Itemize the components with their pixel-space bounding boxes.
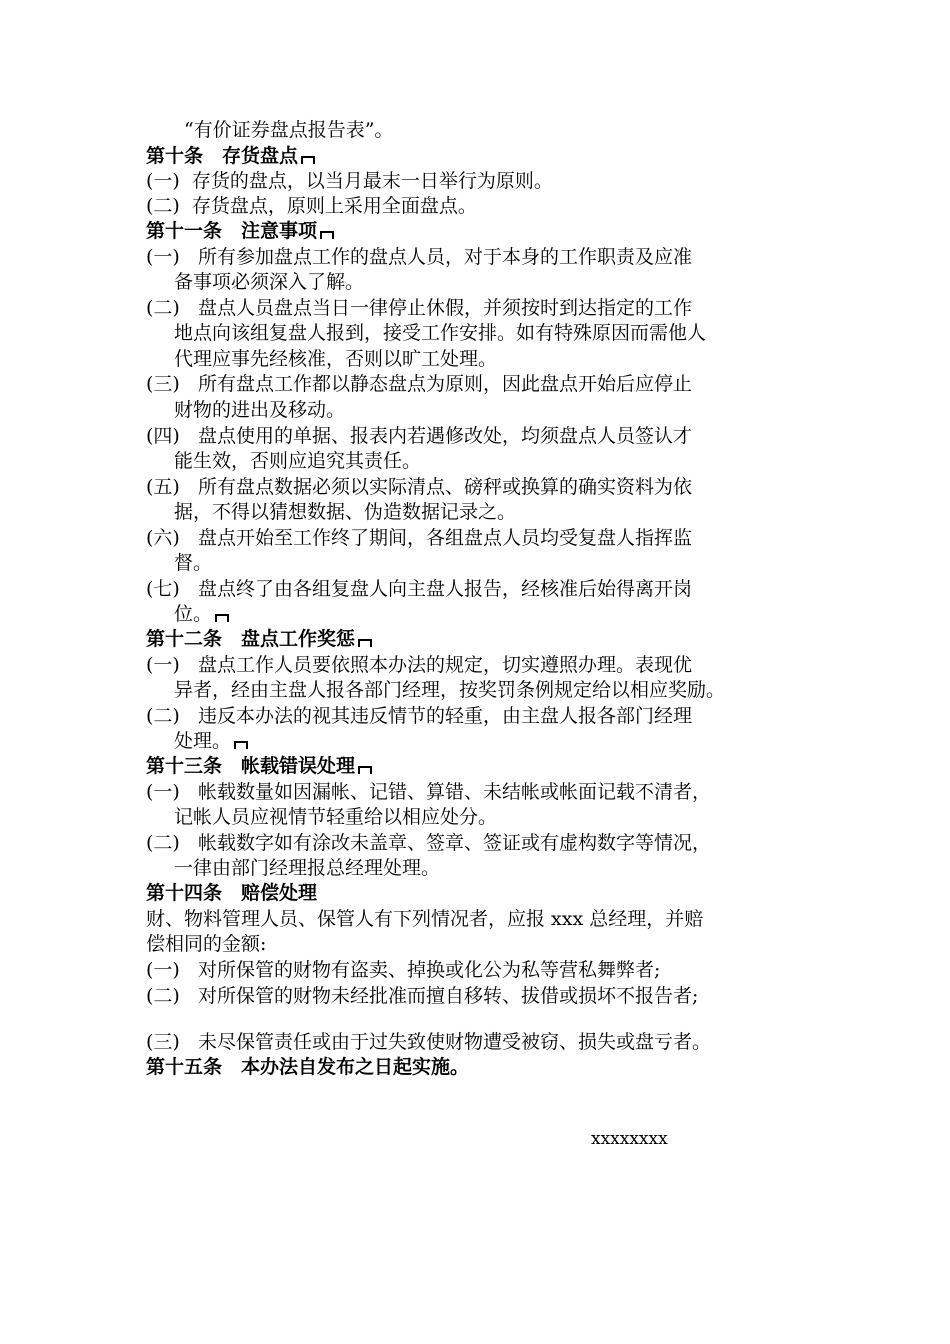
text-line: 备事项必须深入了解。 bbox=[174, 271, 365, 293]
text-line: 偿相同的金额: bbox=[146, 933, 267, 955]
text-line: (一) 帐载数量如因漏帐、记错、算错、未结帐或帐面记载不清者， bbox=[146, 781, 711, 803]
text-line: (五) 所有盘点数据必须以实际清点、磅秤或换算的确实资料为依 bbox=[146, 476, 692, 498]
article-heading-11 bbox=[146, 218, 334, 244]
text-line: 能生效，否则应追究其责任。 bbox=[174, 450, 422, 472]
text-line: 地点向该组复盘人报到，接受工作安排。如有特殊原因而需他人 bbox=[174, 322, 707, 344]
text-line: (二) 违反本办法的视其违反情节的轻重，由主盘人报各部门经理 bbox=[146, 705, 692, 727]
text-line: (二) 对所保管的财物未经批准而擅自移转、拔借或损坏不报告者; bbox=[146, 985, 699, 1007]
heading-text: 第十三条 帐载错误处理 bbox=[146, 755, 356, 777]
article-heading-10 bbox=[146, 143, 315, 169]
heading-text: 第十一条 注意事项 bbox=[146, 220, 318, 242]
text-line: (二) 盘点人员盘点当日一律停止休假，并须按时到达指定的工作 bbox=[146, 297, 692, 319]
text-line: (三) 所有盘点工作都以静态盘点为原则，因此盘点开始后应停止 bbox=[146, 373, 692, 395]
signature: xxxxxxxx bbox=[591, 1129, 668, 1149]
text-line bbox=[174, 601, 229, 627]
article-heading-13 bbox=[146, 753, 372, 779]
text-line: (二) 帐载数字如有涂改未盖章、签章、签证或有虚构数字等情况， bbox=[146, 832, 711, 854]
text-line: 督。 bbox=[174, 552, 213, 574]
line-text: 处理。 bbox=[174, 730, 232, 752]
paragraph-mark-icon bbox=[358, 639, 372, 647]
text-line: (一) 存货的盘点，以当月最末一日举行为原则。 bbox=[146, 170, 553, 192]
heading-text: 第十条 存货盘点 bbox=[146, 145, 299, 167]
text-line: “有价证券盘点报告表”。 bbox=[184, 119, 394, 141]
text-line: (四) 盘点使用的单据、报表内若遇修改处，均须盘点人员签认才 bbox=[146, 425, 692, 447]
text-line: (三) 未尽保管责任或由于过失致使财物遭受被窃、损失或盘亏者。 bbox=[146, 1031, 711, 1053]
text-line: 一律由部门经理报总经理处理。 bbox=[174, 857, 441, 879]
paragraph-mark-icon bbox=[301, 156, 315, 164]
text-line: (七) 盘点终了由各组复盘人向主盘人报告，经核准后始得离开岗 bbox=[146, 578, 692, 600]
text-line: (二) 存货盘点，原则上采用全面盘点。 bbox=[146, 195, 477, 217]
line-text: 位。 bbox=[174, 603, 213, 625]
text-line: (一) 对所保管的财物有盗卖、掉换或化公为私等营私舞弊者; bbox=[146, 959, 661, 981]
text-line: 异者，经由主盘人报各部门经理，按奖罚条例规定给以相应奖励。 bbox=[174, 679, 726, 701]
article-heading-12 bbox=[146, 626, 372, 652]
text-line: (一) 盘点工作人员要依照本办法的规定，切实遵照办理。表现优 bbox=[146, 654, 692, 676]
heading-text: 第十二条 盘点工作奖惩 bbox=[146, 628, 356, 650]
article-heading-15: 第十五条 本办法自发布之日起实施。 bbox=[146, 1056, 470, 1078]
text-line: 据，不得以猜想数据、伪造数据记录之。 bbox=[174, 501, 517, 523]
text-line: 代理应事先经核准，否则以旷工处理。 bbox=[174, 348, 498, 370]
paragraph-mark-icon bbox=[215, 614, 229, 622]
article-heading-14: 第十四条 赔偿处理 bbox=[146, 882, 318, 904]
paragraph-mark-icon bbox=[358, 766, 372, 774]
text-line: (六) 盘点开始至工作终了期间，各组盘点人员均受复盘人指挥监 bbox=[146, 527, 692, 549]
paragraph-mark-icon bbox=[234, 741, 248, 749]
text-line: 记帐人员应视情节轻重给以相应处分。 bbox=[174, 806, 498, 828]
text-line: (一) 所有参加盘点工作的盘点人员，对于本身的工作职责及应准 bbox=[146, 246, 692, 268]
paragraph-mark-icon bbox=[320, 231, 334, 239]
text-line: 财、物料管理人员、保管人有下列情况者，应报 xxx 总经理，并赔 bbox=[146, 908, 704, 930]
text-line: 财物的进出及移动。 bbox=[174, 399, 346, 421]
text-line bbox=[174, 728, 248, 754]
